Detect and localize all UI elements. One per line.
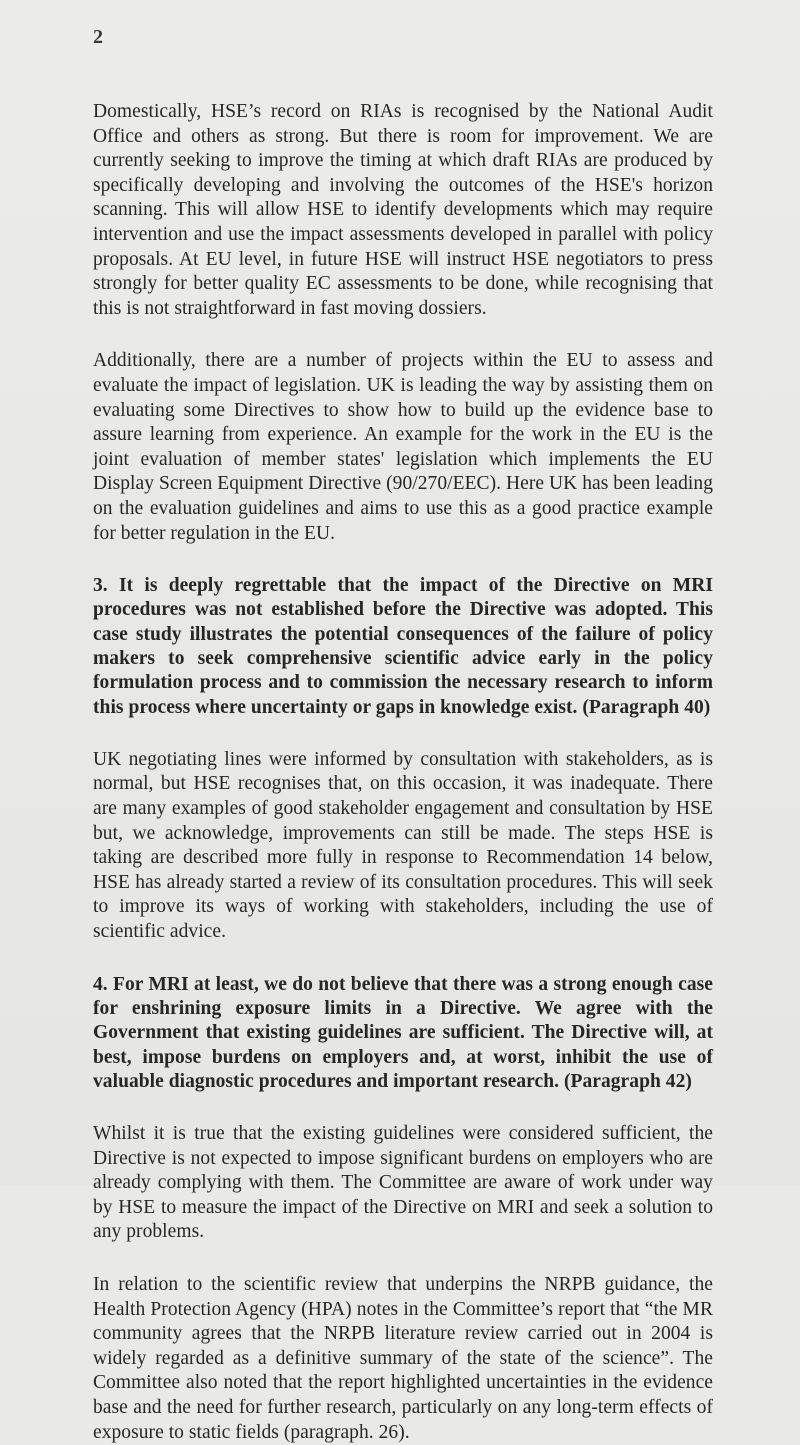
document-body — [93, 100, 713, 1445]
recommendation-3: 3. It is deeply regrettable that the impact of the Directive on MRI procedures was not established before the Directive was adopted. This case study illustrates the potential consequences of the failure of policy makers to seek comprehensive scientific advice early in the policy formulation process and to commission the necessary research to inform this process where uncertainty or gaps in knowledge exist. (Paragraph 40) — [93, 575, 713, 718]
paragraph-scientific-review: In relation to the scientific review that underpins the NRPB guidance, the Health Protection Agency (HPA) notes in the Committee’s report that “the MR community agrees that the NRPB literature review carried out in 2004 is widely regarded as a definitive summary of the state of the science”. The Committee also noted that the report highlighted uncertainties in the evidence base and the need for further research, particularly on any long-term effects of exposure to static fields (paragraph. 26). — [93, 1274, 713, 1443]
paragraph-eu-projects: Additionally, there are a number of projects within the EU to assess and evaluate the impact of legislation. UK is leading the way by assisting them on evaluating some Directives to show how to build up the evidence base to assure learning from experience. An example for the work in the EU is the joint evaluation of member states' legislation which implements the EU Display Screen Equipment Directive (90/270/EEC). Here UK has been leading on the evaluation guidelines and aims to use this as a good practice example for better regulation in the EU. — [93, 350, 713, 544]
paragraph-existing-guidelines: Whilst it is true that the existing guidelines were considered sufficient, the Directive is not expected to impose significant burdens on employers who are already complying with them. The Committee are aware of work under way by HSE to measure the impact of the Directive on MRI and seek a solution to any problems. — [93, 1123, 713, 1243]
page-number: 2 — [93, 26, 103, 48]
recommendation-4: 4. For MRI at least, we do not believe that there was a strong enough case for enshrining exposure limits in a Directive. We agree with the Government that existing guidelines are sufficient. The Directive will, at best, impose burdens on employers and, at worst, inhibit the use of valuable diagnostic procedures and important research. (Paragraph 42) — [93, 973, 713, 1092]
paragraph-uk-negotiating-lines: UK negotiating lines were informed by consultation with stakeholders, as is normal, but HSE recognises that, on this occasion, it was inadequate. There are many examples of good stakeholder engagement and consultation by HSE but, we acknowledge, improvements can still be made. The steps HSE is taking are described more fully in response to Recommendation 14 below, HSE has already started a review of its consultation procedures. This will seek to improve its ways of working with stakeholders, including the use of scientific advice. — [93, 748, 713, 943]
paragraph-domestic-ria: Domestically, HSE’s record on RIAs is recognised by the National Audit Office and others as strong. But there is room for improvement. We are currently seeking to improve the timing at which draft RIAs are produced by specifically developing and involving the outcomes of the HSE's horizon scanning. This will allow HSE to identify developments which may require intervention and use the impact assessments developed in parallel with policy proposals. At EU level, in future HSE will instruct HSE negotiators to press strongly for better quality EC assessments to be done, while recognising that this is not straightforward in fast moving dossiers. — [93, 101, 713, 319]
